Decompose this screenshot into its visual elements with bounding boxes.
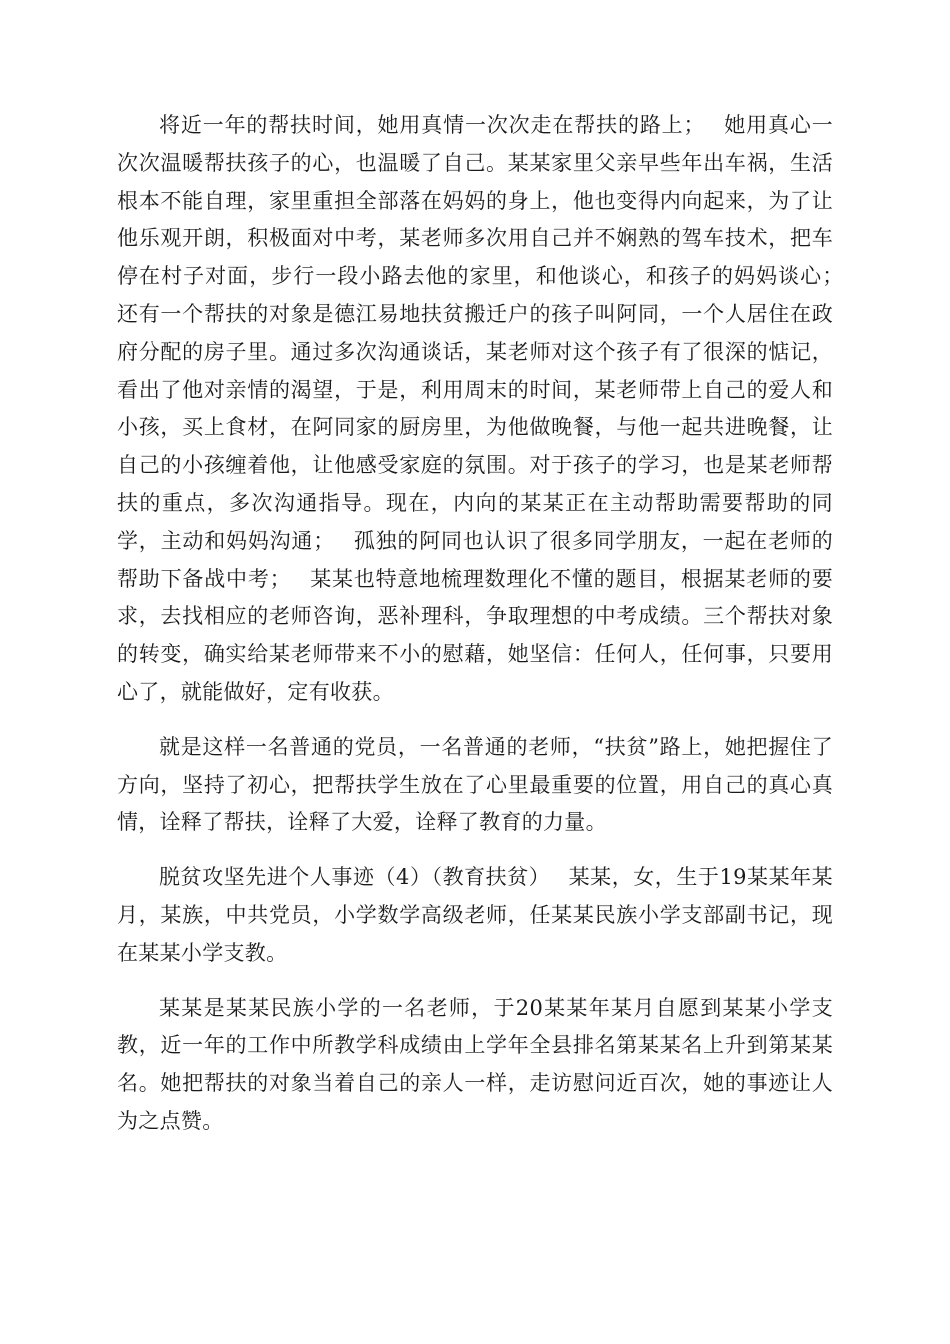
paragraph-4: 某某是某某民族小学的一名老师，于20某某年某月自愿到某某小学支教，近一年的工作中所教学科成绩由上学年全县排名第某某名上升到第某某名。她把帮扶的对象当着自己的亲人一样，走访慰问近百次，她的事迹让人为之点赞。 xyxy=(117,995,833,1133)
paragraph-gap xyxy=(117,973,833,990)
paragraph-1: 将近一年的帮扶时间，她用真情一次次走在帮扶的路上； 她用真心一次次温暖帮扶孩子的心，也温暖了自己。某某家里父亲早些年出车祸，生活根本不能自理，家里重担全部落在妈妈的身上，他也变得内向起来，为了让他乐观开朗，积极面对中考，某老师多次用自己并不娴熟的驾车技术，把车停在村子对面，步行一段小路去他的家里，和他谈心，和孩子的妈妈谈心； 还有一个帮扶的对象是德江易地扶贫搬迁户的孩子叫阿同，一个人居住在政府分配的房子里。通过多次沟通谈话，某老师对这个孩子有了很深的惦记，看出了他对亲情的渴望，于是，利用周末的时间，某老师带上自己的爱人和小孩，买上食材，在阿同家的厨房里，为他做晚餐，与他一起共进晚餐，让自己的小孩缠着他，让他感受家庭的氛围。对于孩子的学习，也是某老师帮扶的重点，多次沟通指导。现在，内向的某某正在主动帮助需要帮助的同学，主动和妈妈沟通； 孤独的阿同也认识了很多同学朋友，一起在老师的帮助下备战中考； 某某也特意地梳理数理化不懂的题目，根据某老师的要求，去找相应的老师咨询，恶补理科，争取理想的中考成绩。三个帮扶对象的转变，确实给某老师带来不小的慰藉，她坚信：任何人，任何事，只要用心了，就能做好，定有收获。 xyxy=(117,113,862,704)
paragraph-gap xyxy=(117,712,833,729)
paragraph-3: 脱贫攻坚先进个人事迹（4）（教育扶贫） 某某，女，生于19某某年某月，某族，中共党员，小学数学高级老师，任某某民族小学支部副书记，现在某某小学支教。 xyxy=(117,865,833,965)
paragraph-2: 就是这样一名普通的党员，一名普通的老师，“扶贫”路上，她把握住了方向，坚持了初心，把帮扶学生放在了心里最重要的位置，用自己的真心真情，诠释了帮扶，诠释了大爱，诠释了教育的力量。 xyxy=(117,734,833,835)
paragraph-gap xyxy=(117,842,833,859)
document-body xyxy=(117,107,862,1141)
